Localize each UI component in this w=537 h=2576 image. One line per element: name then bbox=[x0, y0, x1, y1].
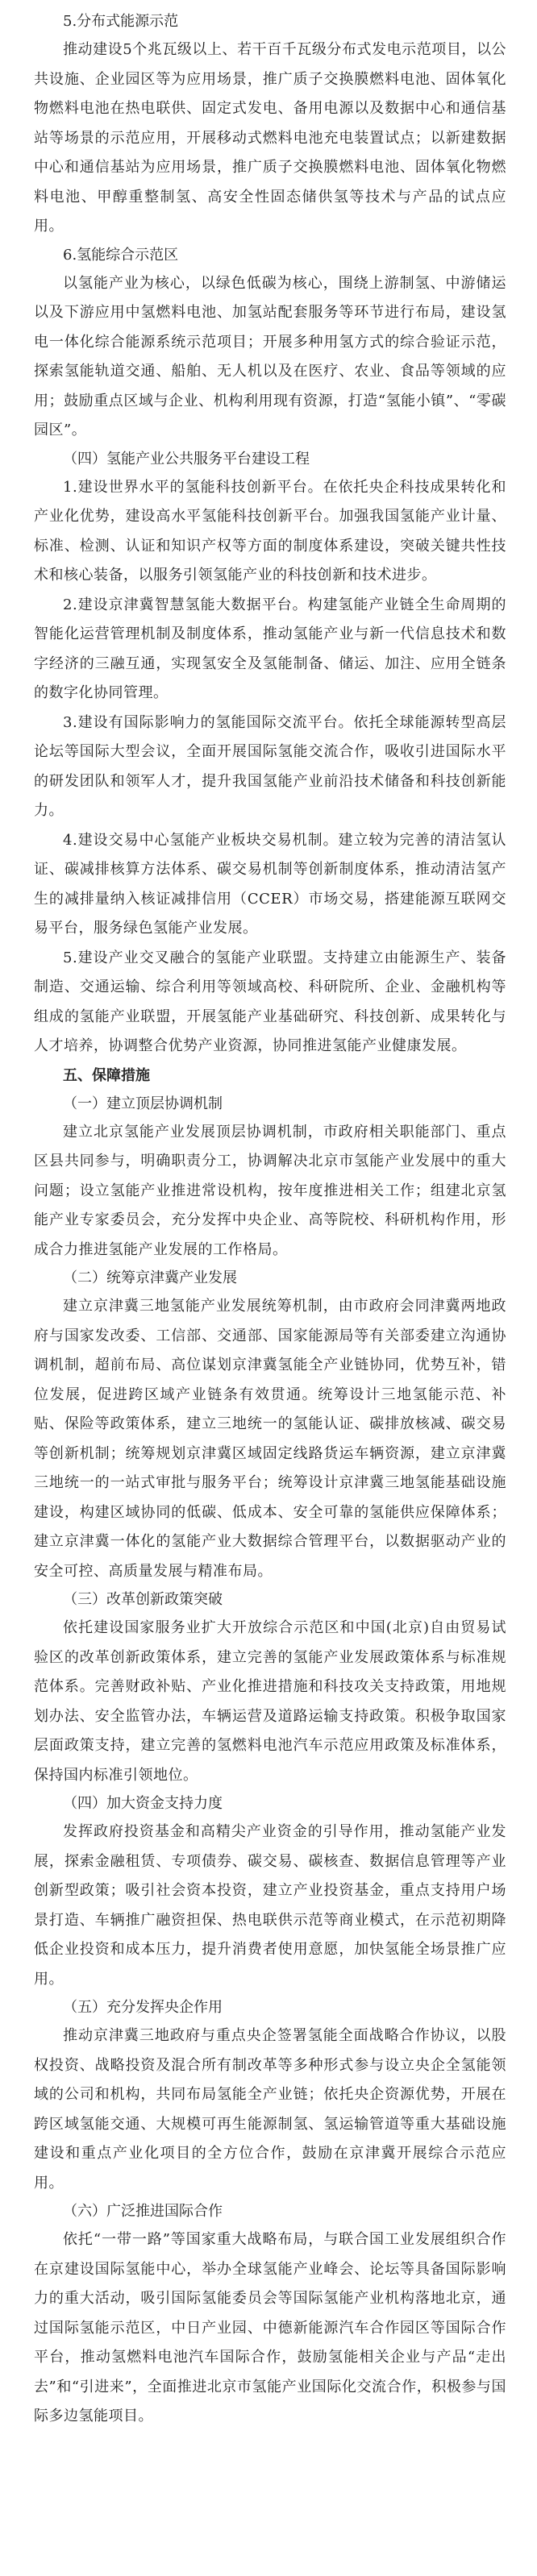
section-safeguards bbox=[34, 1062, 506, 1091]
paragraph: 发挥政府投资基金和高精尖产业资金的引导作用，推动氢能产业发展，探索金融租赁、专项债券、碳交易、碳核查、数据信息管理等产业创新型政策；吸引社会资本投资，建立产业投资基金，重点支持用户场景打造、车辆推广融资担保、热电联供示范等商业模式，在示范初期降低企业投资和成本压力，提升消费者使用意愿，加快氢能全场景推广应用。 bbox=[34, 1823, 506, 1988]
paragraph: 2.建设京津冀智慧氢能大数据平台。构建氢能产业链全生命周期的智能化运营管理机制及制度体系，推动氢能产业与新一代信息技术和数字经济的三融互通，实现氢安全及氢能制备、储运、加注、应用全链条的数字化协同管理。 bbox=[34, 596, 506, 701]
section-heading: （三）改革创新政策突破 bbox=[63, 1591, 223, 1608]
section-funding bbox=[34, 1790, 506, 1994]
paragraph: 以氢能产业为核心，以绿色低碳为核心，围绕上游制氢、中游储运以及下游应用中氢燃料电池、加氢站配套服务等环节进行布局，建设氢电一体化综合能源系统示范项目；开展多种用氢方式的综合验证示范，探索氢能轨道交通、船舶、无人机以及在医疗、农业、食品等领域的应用；鼓励重点区域与企业、机构利用现有资源，打造“氢能小镇”、“零碳园区”。 bbox=[34, 274, 506, 438]
section-international bbox=[34, 2198, 506, 2432]
paragraph: 5.建设产业交叉融合的氢能产业联盟。支持建立由能源生产、装备制造、交通运输、综合利用等领域高校、科研院所、企业、金融机构等组成的氢能产业联盟，开展氢能产业基础研究、科技创新、成果转化与人才培养，协调整合优势产业资源，协同推进氢能产业健康发展。 bbox=[34, 949, 506, 1054]
section-policy-reform bbox=[34, 1586, 506, 1790]
section-hydrogen-demo-zone bbox=[34, 242, 506, 446]
paragraph: 建立京津冀三地氢能产业发展统筹机制，由市政府会同津冀两地政府与国家发改委、工信部、交通部、国家能源局等有关部委建立沟通协调机制，超前布局、高位谋划京津冀氢能全产业链协同，优势互补，错位发展，促进跨区域产业链条有效贯通。统筹设计三地氢能示范、补贴、保险等政策体系，建立三地统一的氢能认证、碳排放核减、碳交易等创新机制；统筹规划京津冀区域固定线路货运车辆资源，建立京津冀三地统一的一站式审批与服务平台；统筹设计京津冀三地氢能基础设施建设，构建区域协同的低碳、低成本、安全可靠的氢能供应保障体系；建立京津冀一体化的氢能产业大数据综合管理平台，以数据驱动产业的安全可控、高质量发展与精准布局。 bbox=[34, 1298, 506, 1580]
section-heading: （四）加大资金支持力度 bbox=[63, 1795, 223, 1812]
paragraph: 推动建设5个兆瓦级以上、若干百千瓦级分布式发电示范项目，以公共设施、企业园区等为应用场景，推广质子交换膜燃料电池、固体氧化物燃料电池在热电联供、固定式发电、备用电源以及数据中心和通信基站等场景的示范应用，开展移动式燃料电池充电装置试点；以新建数据中心和通信基站为应用场景，推广质子交换膜燃料电池、固体氧化物燃料电池、甲醇重整制氢、高安全性固态储供氢等技术与产品的试点应用。 bbox=[34, 41, 506, 235]
section-heading: （一）建立顶层协调机制 bbox=[63, 1095, 223, 1112]
section-heading: （五）充分发挥央企作用 bbox=[63, 1999, 223, 2016]
paragraph: 推动京津冀三地政府与重点央企签署氢能全面战略合作协议，以股权投资、战略投资及混合所有制改革等多种形式参与设立央企全氢能领域的公司和机构，共同布局氢能全产业链；依托央企资源优势，开展在跨区域氢能交通、大规模可再生能源制氢、氢运输管道等重大基础设施建设和重点产业化项目的全方位合作，鼓励在京津冀开展综合示范应用。 bbox=[34, 2027, 506, 2192]
section-heading: （二）统筹京津冀产业发展 bbox=[63, 1269, 237, 1286]
section-heading: （四）氢能产业公共服务平台建设工程 bbox=[63, 450, 310, 467]
section-heading: 5.分布式能源示范 bbox=[63, 13, 179, 30]
paragraph: 1.建设世界水平的氢能科技创新平台。在依托央企科技成果转化和产业化优势，建设高水平氢能科技创新平台。加强我国氢能产业计量、标准、检测、认证和知识产权等方面的制度体系建设，突破关键共性技术和核心装备，以服务引领氢能产业的科技创新和技术进步。 bbox=[34, 478, 506, 584]
section-heading: （六）广泛推进国际合作 bbox=[63, 2203, 223, 2220]
section-soe-role bbox=[34, 1994, 506, 2198]
paragraph: 依托“一带一路”等国家重大战略布局，与联合国工业发展组织合作在京建设国际氢能中心，举办全球氢能产业峰会、论坛等具备国际影响力的重大活动，吸引国际氢能委员会等国际氢能产业机构落地北京，通过国际氢能示范区，中日产业园、中德新能源汽车合作园区等国际合作平台，推动氢燃料电池汽车国际合作，鼓励氢能相关企业与产品“走出去”和“引进来”，全面推进北京市氢能产业国际化交流合作，积极参与国际多边氢能项目。 bbox=[34, 2231, 506, 2424]
paragraph: 依托建设国家服务业扩大开放综合示范区和中国(北京)自由贸易试验区的改革创新政策体系，建立完善的氢能产业发展政策体系与标准规范体系。完善财政补贴、产业化推进措施和科技攻关支持政策，用地规划办法、安全监管办法，车辆运营及道路运输支持政策。积极争取国家层面政策支持，建立完善的氢燃料电池汽车示范应用政策及标准体系，保持国内标准引领地位。 bbox=[34, 1619, 506, 1784]
section-distributed-energy bbox=[34, 8, 506, 242]
section-coordination bbox=[34, 1091, 506, 1265]
section-jjj-industry bbox=[34, 1265, 506, 1586]
section-heading: 6.氢能综合示范区 bbox=[63, 246, 179, 264]
paragraph: 4.建设交易中心氢能产业板块交易机制。建立较为完善的清洁氢认证、碳减排核算方法体系、碳交易机制等创新制度体系，推动清洁氢产生的减排量纳入核证减排信用（CCER）市场交易，搭建能源互联网交易平台，服务绿色氢能产业发展。 bbox=[34, 831, 506, 937]
paragraph: 3.建设有国际影响力的氢能国际交流平台。依托全球能源转型高层论坛等国际大型会议，全面开展国际氢能交流合作，吸收引进国际水平的研发团队和领军人才，提升我国氢能产业前沿技术储备和科技创新能力。 bbox=[34, 713, 506, 819]
chapter-heading: 五、保障措施 bbox=[63, 1066, 150, 1084]
section-public-service-platform bbox=[34, 446, 506, 1062]
paragraph: 建立北京氢能产业发展顶层协调机制，市政府相关职能部门、重点区县共同参与，明确职责分工，协调解决北京市氢能产业发展中的重大问题；设立氢能产业推进常设机构，按年度推进相关工作；组建北京氢能产业专家委员会，充分发挥中央企业、高等院校、科研机构作用，形成合力推进氢能产业发展的工作格局。 bbox=[34, 1123, 506, 1258]
